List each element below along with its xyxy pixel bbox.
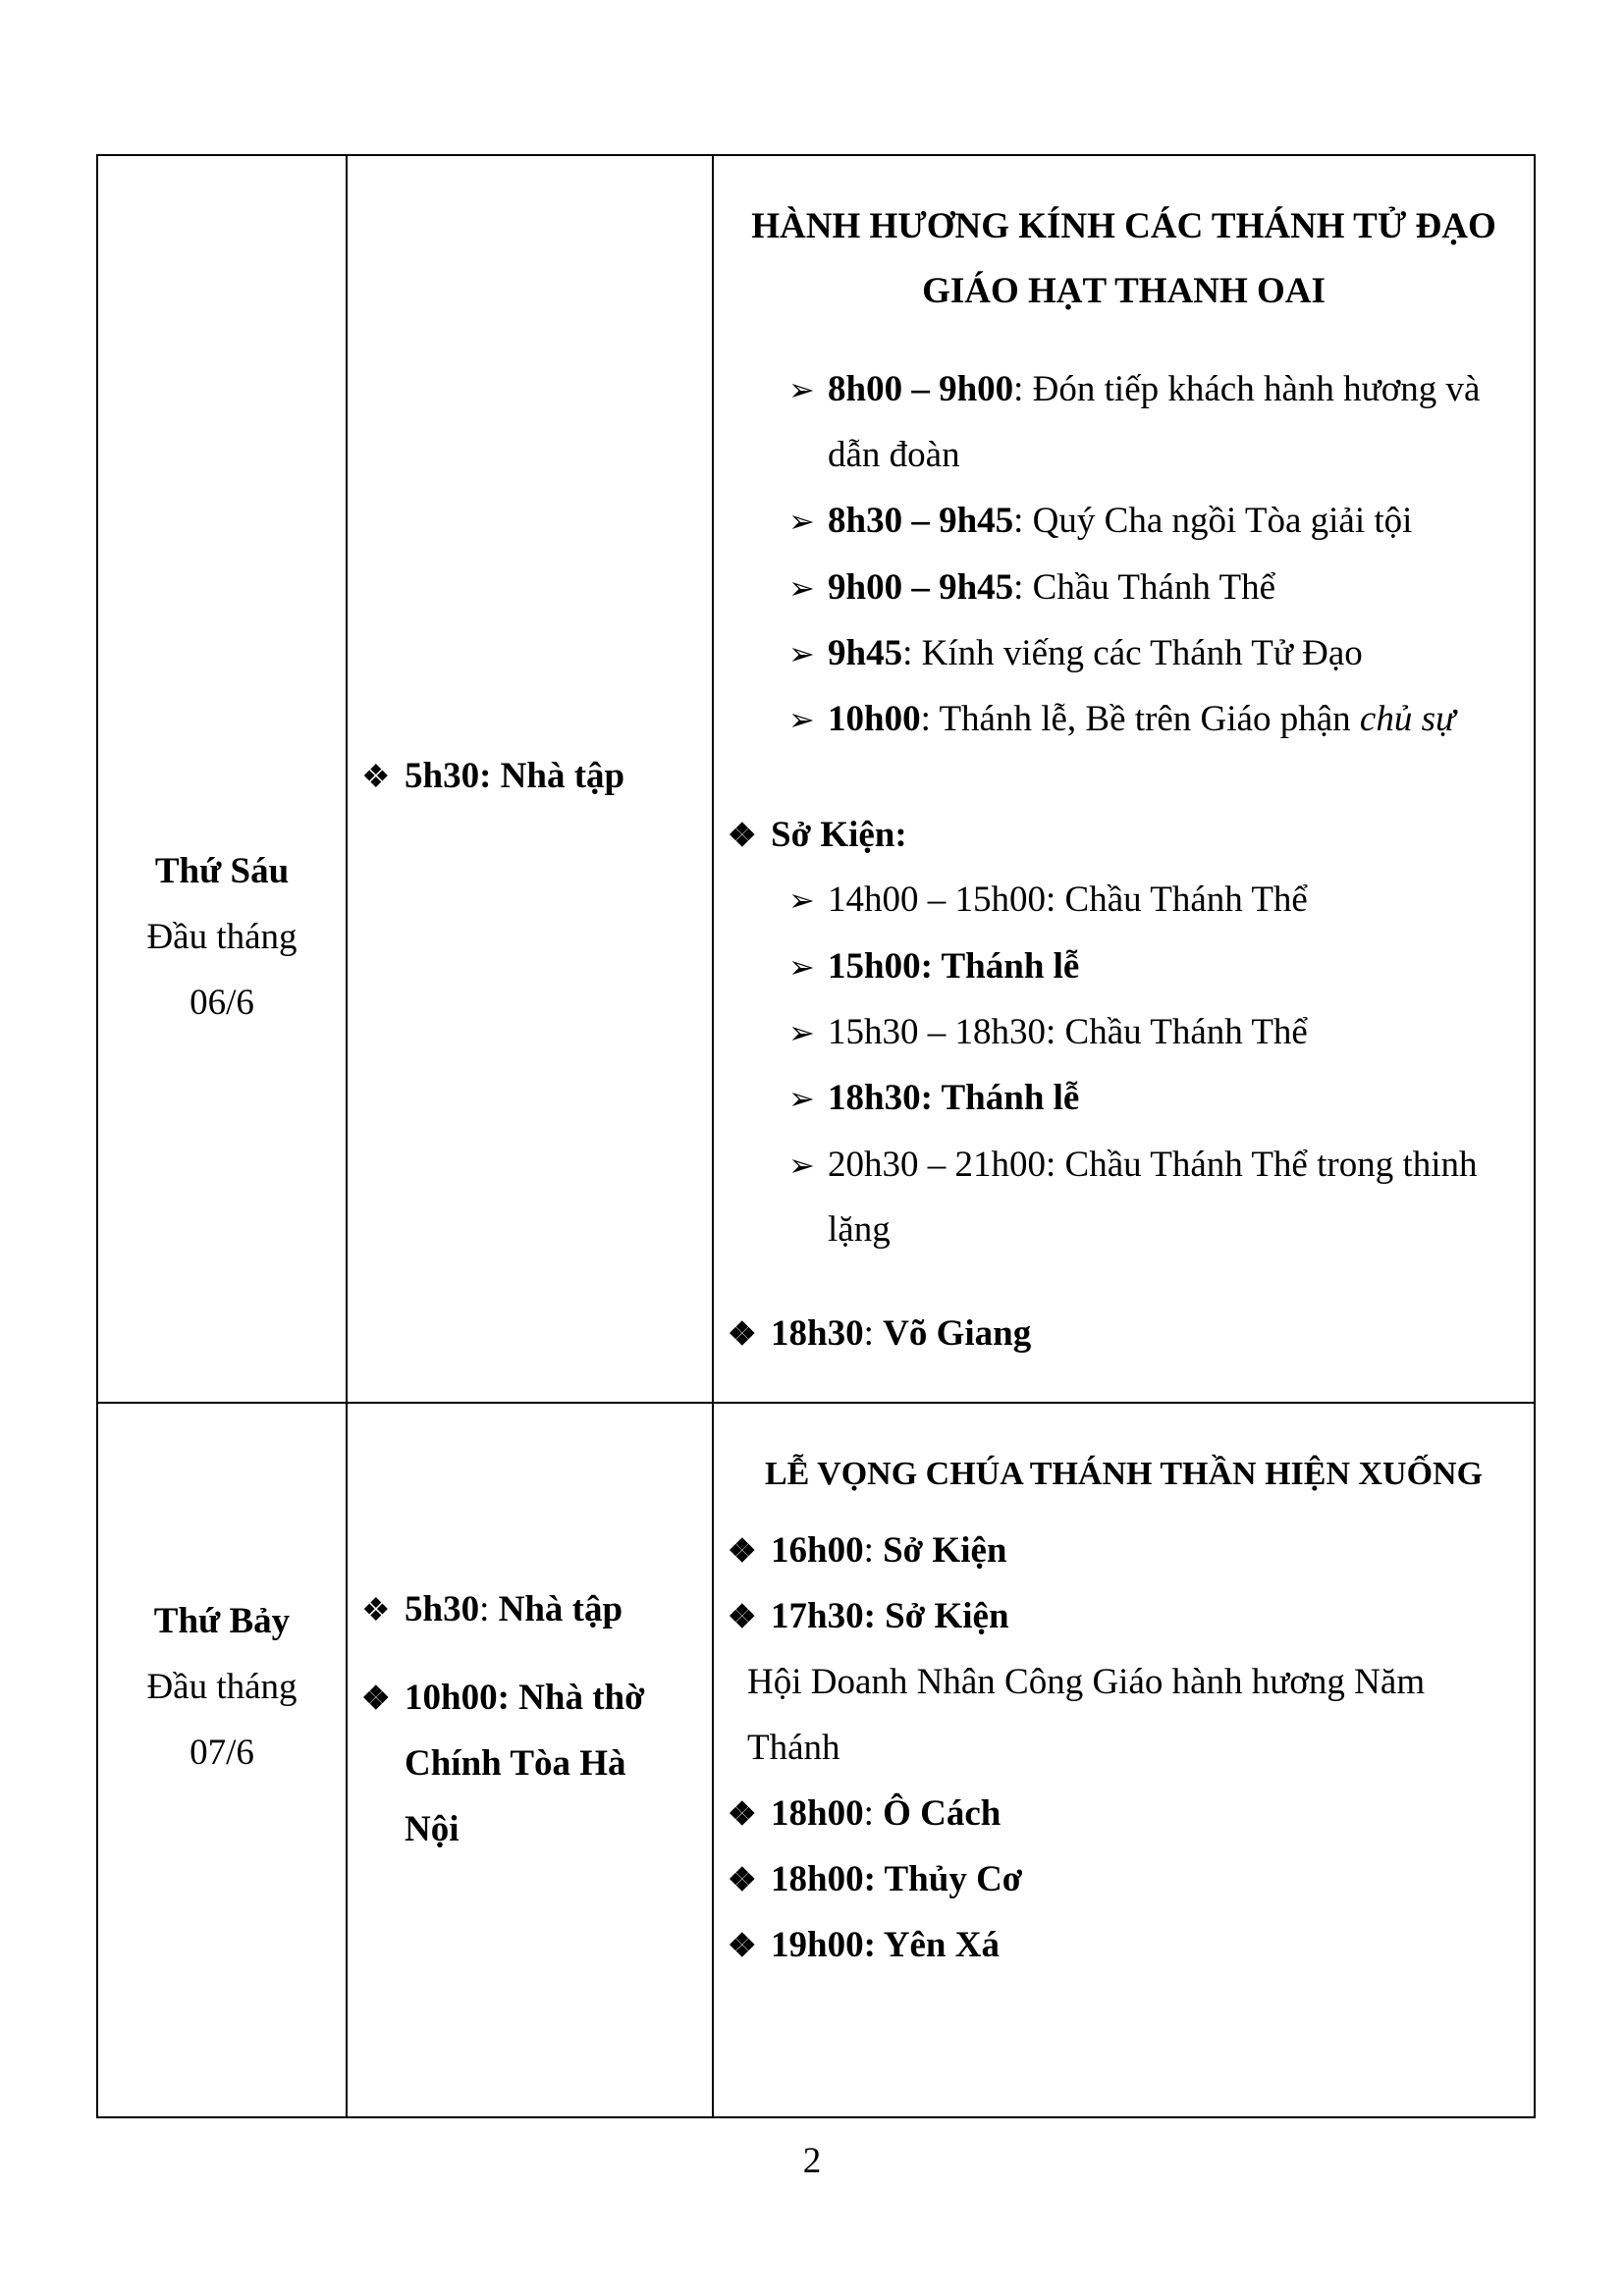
event-title: LỄ VỌNG CHÚA THÁNH THẦN HIỆN XUỐNG <box>764 1456 1484 1492</box>
event-item: ❖ 16h00: Sở Kiện <box>728 1530 1007 1571</box>
so-kien-item: ➢ 15h00: Thánh lễ <box>788 946 1080 987</box>
morning-cell <box>347 155 713 1403</box>
diamond-bullet-icon: ❖ <box>728 1797 757 1833</box>
so-kien-item: ➢ 20h30 – 21h00: Chầu Thánh Thể trong thinh <box>788 1145 1478 1185</box>
program-item: ➢ 10h00: Thánh lễ, Bề trên Giáo phận chủ sự <box>788 699 1456 739</box>
day-cell <box>97 155 347 1403</box>
diamond-bullet-icon: ❖ <box>361 1593 391 1629</box>
arrow-bullet-icon: ➢ <box>788 372 815 407</box>
evening-item: ❖ 18h30: Võ Giang <box>728 1313 1032 1354</box>
program-item: ➢ 8h00 – 9h00: Đón tiếp khách hành hương và <box>788 369 1481 409</box>
table-row <box>97 155 1535 1403</box>
arrow-bullet-icon: ➢ <box>788 882 815 918</box>
diamond-bullet-icon: ❖ <box>728 819 757 854</box>
events-cell <box>713 155 1535 1403</box>
morning-item: ❖ 5h30: Nhà tập <box>361 756 625 796</box>
arrow-bullet-icon: ➢ <box>788 570 815 606</box>
arrow-bullet-icon: ➢ <box>788 1081 815 1116</box>
arrow-bullet-icon: ➢ <box>788 636 815 671</box>
morning-item: ❖ 5h30: Nhà tập <box>361 1589 623 1629</box>
so-kien-item-continued: lặng <box>828 1209 891 1250</box>
event-item: ❖ 18h00: Thủy Cơ <box>728 1859 1023 1899</box>
day-cell <box>97 1403 347 2117</box>
day-date: 07/6 <box>189 1733 254 1773</box>
day-date: 06/6 <box>189 983 254 1023</box>
event-item: ❖ 18h00: Ô Cách <box>728 1793 1001 1834</box>
morning-cell <box>347 1403 713 2117</box>
day-name: Thứ Sáu <box>154 851 290 891</box>
arrow-bullet-icon: ➢ <box>788 504 815 539</box>
diamond-bullet-icon: ❖ <box>728 1863 757 1898</box>
diamond-bullet-icon: ❖ <box>728 1534 757 1570</box>
morning-item: ❖ 10h00: Nhà thờ <box>361 1678 645 1718</box>
day-label <box>98 1588 346 1786</box>
events-cell <box>713 1403 1535 2117</box>
diamond-bullet-icon: ❖ <box>361 760 391 795</box>
page-number: 2 <box>802 2141 822 2181</box>
so-kien-item: ➢ 15h30 – 18h30: Chầu Thánh Thể <box>788 1012 1308 1052</box>
program-item-continued: dẫn đoàn <box>828 435 960 475</box>
so-kien-heading: ❖ Sở Kiện: <box>728 815 907 855</box>
so-kien-item: ➢ 18h30: Thánh lễ <box>788 1078 1080 1118</box>
event-note: Hội Doanh Nhân Công Giáo hành hương Năm <box>747 1662 1426 1702</box>
arrow-bullet-icon: ➢ <box>788 949 815 985</box>
morning-item-continued: Chính Tòa Hà <box>405 1743 626 1784</box>
diamond-bullet-icon: ❖ <box>728 1317 757 1353</box>
morning-item-continued: Nội <box>405 1809 460 1849</box>
schedule-table <box>96 154 1536 2118</box>
program-item: ➢ 9h00 – 9h45: Chầu Thánh Thể <box>788 567 1275 608</box>
table-row <box>97 1403 1535 2117</box>
event-title-line-1: HÀNH HƯƠNG KÍNH CÁC THÁNH TỬ ĐẠO <box>751 206 1496 246</box>
arrow-bullet-icon: ➢ <box>788 1015 815 1050</box>
day-sub: Đầu tháng <box>146 917 298 957</box>
program-item: ➢ 8h30 – 9h45: Quý Cha ngồi Tòa giải tội <box>788 501 1413 541</box>
arrow-bullet-icon: ➢ <box>788 702 815 737</box>
diamond-bullet-icon: ❖ <box>728 1600 757 1635</box>
arrow-bullet-icon: ➢ <box>788 1148 815 1183</box>
day-sub: Đầu tháng <box>146 1667 298 1707</box>
diamond-bullet-icon: ❖ <box>361 1682 391 1717</box>
so-kien-item: ➢ 14h00 – 15h00: Chầu Thánh Thể <box>788 880 1308 920</box>
event-item: ❖ 19h00: Yên Xá <box>728 1925 1000 1965</box>
diamond-bullet-icon: ❖ <box>728 1929 757 1964</box>
program-item: ➢ 9h45: Kính viếng các Thánh Tử Đạo <box>788 633 1363 673</box>
event-item: ❖ 17h30: Sở Kiện <box>728 1596 1009 1636</box>
event-note-continued: Thánh <box>747 1728 840 1768</box>
day-label <box>98 838 346 1036</box>
day-name: Thứ Bảy <box>153 1601 291 1641</box>
event-title-line-2: GIÁO HẠT THANH OAI <box>922 271 1326 311</box>
